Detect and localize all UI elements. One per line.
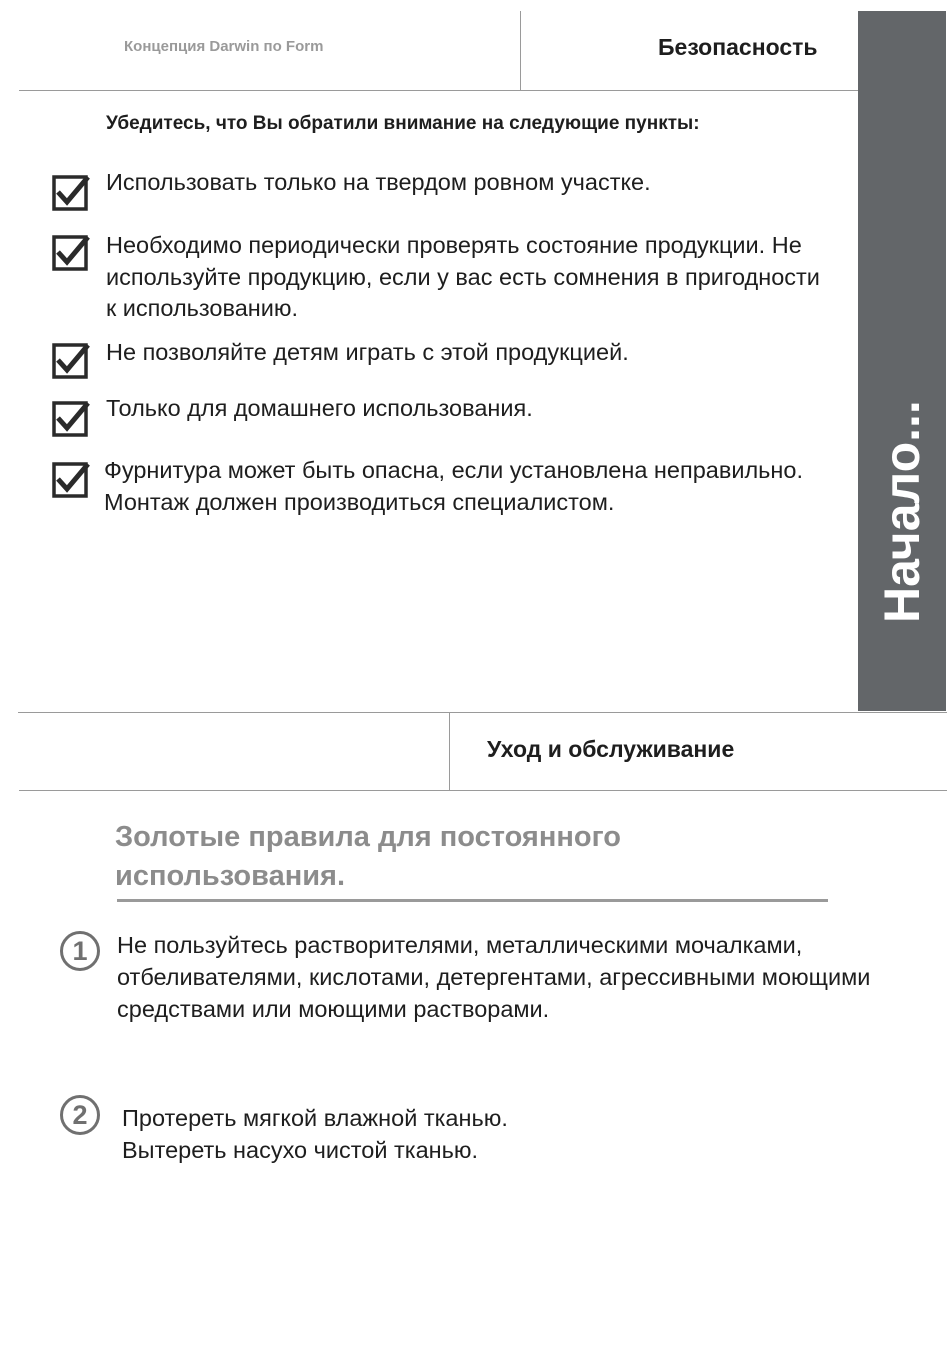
- checklist-item-text: Только для домашнего использования.: [106, 395, 533, 421]
- rule-number-badge: 2: [60, 1095, 100, 1135]
- side-tab-label: Начало...: [874, 400, 930, 623]
- page-title: Безопасность: [658, 34, 818, 60]
- header-divider: [520, 11, 521, 90]
- care-bottom-rule: [19, 790, 947, 791]
- checklist-item-text: Использовать только на твердом ровном участке.: [106, 169, 651, 195]
- care-section-title: Уход и обслуживание: [487, 736, 735, 762]
- checkbox-checked-icon: [52, 173, 86, 207]
- care-top-rule: [18, 712, 947, 713]
- rule-text-line: Вытереть насухо чистой тканью.: [122, 1137, 479, 1163]
- checkbox-checked-icon: [52, 460, 86, 494]
- brand-label: Концепция Darwin по Form: [124, 38, 324, 55]
- checkbox-checked-icon: [52, 399, 86, 433]
- safety-intro: Убедитесь, что Вы обратили внимание на следующие пункты:: [106, 113, 700, 134]
- checkbox-checked-icon: [52, 233, 86, 267]
- checkbox-checked-icon: [52, 341, 86, 375]
- golden-rules-title: Золотые правила для постоянного использования.: [115, 821, 621, 892]
- rule-text-line: Протереть мягкой влажной тканью.: [122, 1105, 508, 1131]
- rule-text: [122, 1102, 508, 1166]
- checklist-item-text: Фурнитура может быть опасна, если установлена неправильно. Монтаж должен производиться специалистом.: [104, 457, 803, 515]
- rule-text: Не пользуйтесь растворителями, металлическими мочалками, отбеливателями, кислотами, детергентами, агрессивными моющими средствами или моющими растворами.: [117, 932, 871, 1022]
- header-bottom-rule: [19, 90, 858, 91]
- checklist-item-text: Не позволяйте детям играть с этой продукцией.: [106, 339, 629, 365]
- checklist-item-text: Необходимо периодически проверять состояние продукции. Не используйте продукцию, если у вас есть сомнения в пригодности к использованию.: [106, 232, 820, 321]
- care-header-divider: [449, 712, 450, 791]
- side-tab: [858, 11, 946, 711]
- golden-rules-underline: [117, 899, 828, 902]
- rule-number-badge: 1: [60, 931, 100, 971]
